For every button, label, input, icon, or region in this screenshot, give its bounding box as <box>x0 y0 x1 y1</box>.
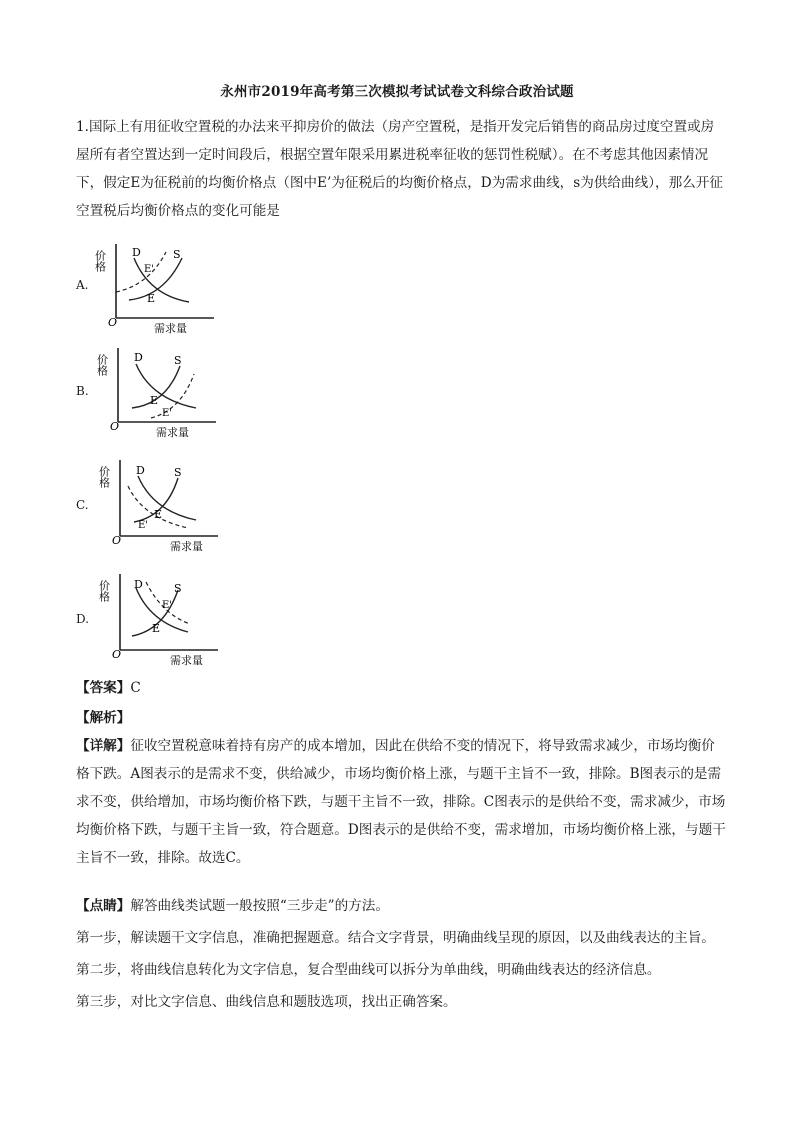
curve-d-label: D <box>134 351 143 364</box>
y-axis-label: 价格 <box>96 354 109 376</box>
e-prime-label: E' <box>162 408 173 419</box>
curve-s-label: S <box>174 582 182 595</box>
curve-d-label: D <box>136 464 145 477</box>
option-b-label: B. <box>76 384 89 398</box>
option-d-graph <box>98 570 228 666</box>
e-label: E <box>147 292 156 305</box>
step-2: 第二步，将曲线信息转化为文字信息，复合型曲线可以拆分为单曲线，明确曲线表达的经济信息。 <box>76 962 661 978</box>
option-c-graph <box>98 456 228 552</box>
x-axis-label: 需求量 <box>156 426 189 439</box>
analysis-heading <box>76 706 736 726</box>
detail-text: 征收空置税意味着持有房产的成本增加，因此在供给不变的情况下，将导致需求减少，市场均衡价格下跌。A图表示的是需求不变，供给减少，市场均衡价格上涨，与题干主旨不一致，排除。B图表示的是需求不变，供给增加，市场均衡价格下跌，与题干主旨不一致，排除。C图表示的是供给不变，需求减少，市场均衡价格下跌，与题干主旨一致，符合题意。D图表示的是供给不变，需求增加，市场均衡价格上涨，与题干主旨不一致，排除。故选C。 <box>76 738 726 866</box>
detail-tag: 【详解】 <box>76 738 131 754</box>
origin-label: O <box>110 420 120 433</box>
option-b-graph <box>96 344 226 440</box>
curve-s-label: S <box>174 354 182 367</box>
e-label: E <box>154 508 163 521</box>
origin-label: O <box>112 534 122 547</box>
curve-s-label: S <box>174 466 182 479</box>
e-prime-label: E' <box>138 520 149 531</box>
demand-curve <box>136 364 196 408</box>
x-axis-label: 需求量 <box>170 540 203 552</box>
step-3: 第三步，对比文字信息、曲线信息和题肢选项，找出正确答案。 <box>76 994 457 1010</box>
tip-text: 解答曲线类试题一般按照“三步走”的方法。 <box>130 898 389 914</box>
demand-curve <box>138 476 196 520</box>
e-prime-label: E' <box>144 264 155 275</box>
option-a-label: A. <box>76 278 89 292</box>
option-c-label: C. <box>76 498 89 512</box>
curve-s-label: S <box>173 248 181 261</box>
option-a-graph <box>94 240 224 336</box>
detail-paragraph <box>76 732 728 872</box>
origin-label: O <box>112 648 122 661</box>
y-axis-label: 价格 <box>94 250 107 272</box>
e-label: E <box>152 622 161 635</box>
answer-value: C <box>130 680 141 696</box>
x-axis-label: 需求量 <box>170 654 203 666</box>
curve-d-label: D <box>132 246 141 259</box>
question-text: 1.国际上有用征收空置税的办法来平抑房价的做法（房产空置税，是指开发完后销售的商品房过度空置或房屋所有者空置达到一定时间段后，根据空置年限采用累进税率征收的惩罚性税赋）。在不考虑其他因素情况下，假定E为征税前的均衡价格点（图中E’为征税后的均衡价格点，D为需求曲线，s为供给曲线），那么开征空置税后均衡价格点的变化可能是 <box>76 119 723 219</box>
y-axis-label: 价格 <box>98 466 111 488</box>
tip-tag: 【点睛】 <box>76 898 131 914</box>
tip-line <box>76 894 736 914</box>
origin-label: O <box>108 316 118 329</box>
e-prime-label: E' <box>162 600 173 611</box>
step-1: 第一步，解读题干文字信息，准确把握题意。结合文字背景，明确曲线呈现的原因，以及曲线表达的主旨。 <box>76 930 715 946</box>
analysis-tag: 【解析】 <box>76 710 131 726</box>
answer-line <box>76 676 736 696</box>
answer-tag: 【答案】 <box>76 680 131 696</box>
page-title: 永州市2019年高考第三次模拟考试试卷文科综合政治试题 <box>220 84 574 100</box>
e-label: E <box>150 394 159 407</box>
y-axis-label: 价格 <box>98 580 111 602</box>
x-axis-label: 需求量 <box>154 322 187 335</box>
curve-d-label: D <box>134 578 143 591</box>
option-d-label: D. <box>76 612 90 626</box>
